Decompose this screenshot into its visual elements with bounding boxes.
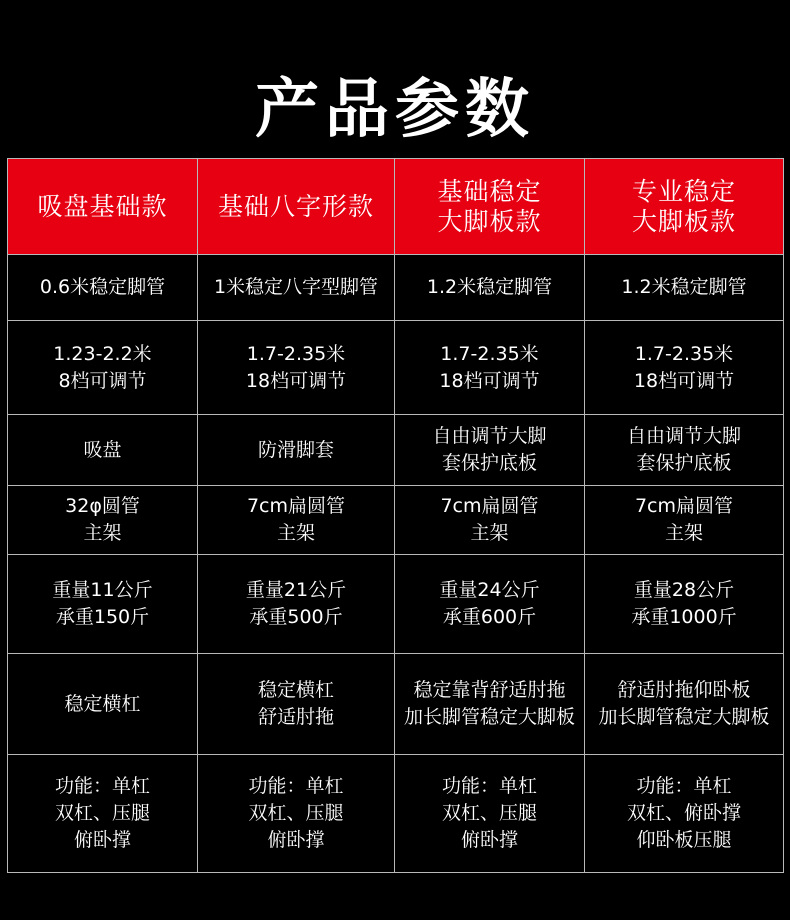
table-cell xyxy=(198,755,395,873)
cell-line: 18档可调节 xyxy=(245,369,347,392)
cell-line: 稳定靠背舒适肘拖 xyxy=(413,679,566,701)
header-cell-suction-basic xyxy=(8,159,198,255)
table-cell xyxy=(395,555,585,654)
cell-line: 加长脚管稳定大脚板 xyxy=(403,706,575,728)
cell-line: 1.7-2.35米 xyxy=(440,342,539,365)
header-line: 基础八字形款 xyxy=(217,191,374,221)
cell-line: 0.6米稳定脚管 xyxy=(39,276,166,298)
cell-line: 舒适肘拖 xyxy=(257,706,334,728)
cell-line: 承重1000斤 xyxy=(631,606,737,628)
cell-line: 1.23-2.2米 xyxy=(53,342,152,365)
header-cell-pro-stable xyxy=(585,159,784,255)
table-row xyxy=(8,486,784,555)
cell-line: 功能：单杠 xyxy=(54,775,150,797)
cell-line: 俯卧撑 xyxy=(267,829,325,851)
header-line: 专业稳定 xyxy=(631,176,736,206)
cell-line: 仰卧板压腿 xyxy=(636,829,732,851)
cell-line: 重量24公斤 xyxy=(439,579,540,601)
cell-line: 吸盘 xyxy=(83,438,122,461)
cell-line: 32φ圆管 xyxy=(65,495,140,517)
table-cell xyxy=(395,654,585,755)
table-cell xyxy=(395,486,585,555)
table-cell xyxy=(8,321,198,415)
cell-line: 重量11公斤 xyxy=(52,579,153,601)
cell-line: 俯卧撑 xyxy=(73,829,131,851)
cell-line: 功能：单杠 xyxy=(441,775,537,797)
table-cell xyxy=(198,415,395,486)
cell-line: 主架 xyxy=(470,522,509,544)
cell-line: 俯卧撑 xyxy=(460,829,518,851)
cell-line: 1.7-2.35米 xyxy=(634,342,734,365)
cell-line: 主架 xyxy=(664,522,703,544)
cell-line: 主架 xyxy=(83,522,122,544)
cell-line: 套保护底板 xyxy=(441,452,537,474)
header-cell-basic-stable xyxy=(395,159,585,255)
table-cell xyxy=(8,486,198,555)
table-cell xyxy=(198,255,395,321)
table-cell xyxy=(395,755,585,873)
cell-line: 舒适肘拖仰卧板 xyxy=(617,679,751,701)
cell-line: 18档可调节 xyxy=(633,369,735,392)
spec-table xyxy=(7,158,784,873)
cell-line: 自由调节大脚 xyxy=(432,425,547,447)
header-line: 大脚板款 xyxy=(631,206,736,236)
table-cell xyxy=(198,555,395,654)
table-cell xyxy=(8,654,198,755)
table-cell xyxy=(585,755,784,873)
table-row xyxy=(8,255,784,321)
table-cell xyxy=(585,555,784,654)
table-cell xyxy=(395,321,585,415)
cell-line: 7cm扁圆管 xyxy=(634,495,734,517)
cell-line: 双杠、压腿 xyxy=(248,802,344,824)
cell-line: 双杠、压腿 xyxy=(441,802,537,824)
cell-line: 1.2米稳定脚管 xyxy=(621,276,747,298)
table-cell xyxy=(198,654,395,755)
cell-line: 1.7-2.35米 xyxy=(246,342,346,365)
table-row xyxy=(8,654,784,755)
cell-line: 加长脚管稳定大脚板 xyxy=(598,706,770,728)
table-cell xyxy=(8,755,198,873)
table-cell xyxy=(585,255,784,321)
table-cell xyxy=(585,486,784,555)
cell-line: 套保护底板 xyxy=(636,452,732,474)
table-cell xyxy=(8,555,198,654)
cell-line: 主架 xyxy=(276,522,315,544)
table-cell xyxy=(8,415,198,486)
cell-line: 承重150斤 xyxy=(55,606,150,628)
cell-line: 承重600斤 xyxy=(442,606,537,628)
table-row xyxy=(8,555,784,654)
table-row xyxy=(8,415,784,486)
header-line: 大脚板款 xyxy=(437,206,542,236)
header-line: 吸盘基础款 xyxy=(37,191,168,221)
table-cell xyxy=(395,255,585,321)
table-cell xyxy=(585,654,784,755)
cell-line: 自由调节大脚 xyxy=(626,425,741,447)
cell-line: 1米稳定八字型脚管 xyxy=(213,276,379,298)
cell-line: 稳定横杠 xyxy=(257,679,334,701)
table-row xyxy=(8,755,784,873)
page-title: 产品参数 xyxy=(255,73,535,147)
table-row xyxy=(8,321,784,415)
table-cell xyxy=(395,415,585,486)
cell-line: 重量21公斤 xyxy=(245,579,347,601)
table-cell xyxy=(198,486,395,555)
header-line: 基础稳定 xyxy=(437,176,542,206)
header-cell-basic-a-frame xyxy=(198,159,395,255)
cell-line: 双杠、压腿 xyxy=(54,802,150,824)
table-cell xyxy=(585,321,784,415)
table-cell xyxy=(585,415,784,486)
header-row xyxy=(8,159,784,255)
cell-line: 功能：单杠 xyxy=(248,775,344,797)
cell-line: 双杠、俯卧撑 xyxy=(626,802,741,824)
cell-line: 7cm扁圆管 xyxy=(440,495,539,517)
cell-line: 功能：单杠 xyxy=(636,775,732,797)
cell-line: 18档可调节 xyxy=(439,369,540,392)
cell-line: 8档可调节 xyxy=(58,369,147,392)
cell-line: 重量28公斤 xyxy=(633,579,735,601)
cell-line: 1.2米稳定脚管 xyxy=(426,276,553,298)
table-cell xyxy=(8,255,198,321)
table-cell xyxy=(198,321,395,415)
cell-line: 7cm扁圆管 xyxy=(246,495,346,517)
cell-line: 稳定横杠 xyxy=(64,692,141,715)
cell-line: 防滑脚套 xyxy=(257,438,334,461)
cell-line: 承重500斤 xyxy=(249,606,343,628)
